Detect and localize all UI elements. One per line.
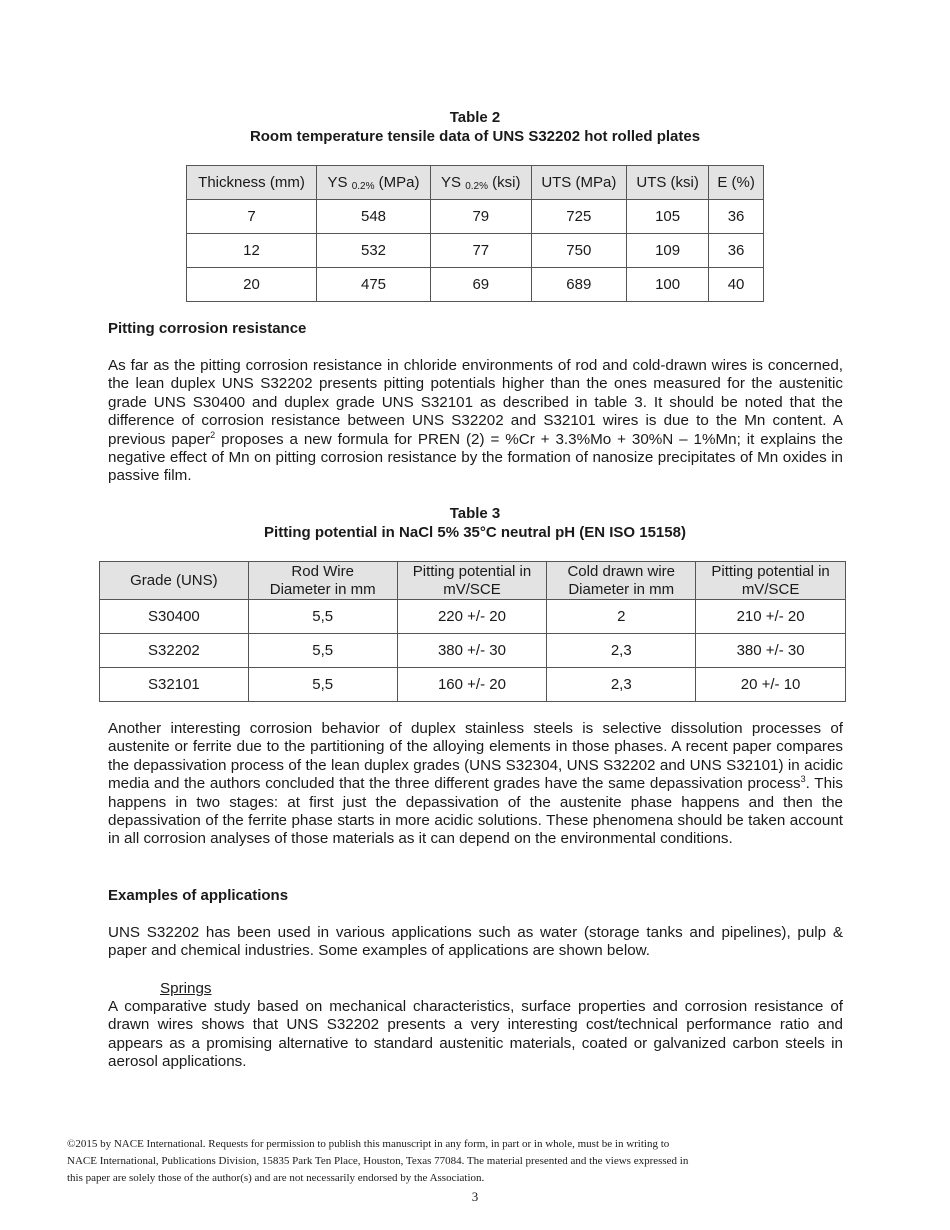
table-cell: 2,3 [547, 634, 696, 668]
table-cell: S30400 [100, 600, 249, 634]
table2-title: Table 2 [449, 109, 501, 126]
table-cell: 77 [431, 234, 531, 268]
table-cell: 105 [627, 200, 709, 234]
section-heading-pitting: Pitting corrosion resistance [108, 320, 307, 337]
footer-line: ©2015 by NACE International. Requests for permission to publish this manuscript in any form, in part or in whole, must be in writing to [67, 1138, 670, 1150]
table-cell: 160 +/- 20 [397, 668, 547, 702]
table-cell: S32202 [100, 634, 249, 668]
table-row [187, 268, 764, 302]
table-cell: 7 [187, 200, 317, 234]
table-cell: 532 [317, 234, 431, 268]
table-cell: 20 +/- 10 [696, 668, 846, 702]
table-cell: 725 [531, 200, 627, 234]
table-row [100, 634, 846, 668]
table-cell: 100 [627, 268, 709, 302]
subheading-springs: Springs [160, 980, 212, 997]
table-cell: 475 [317, 268, 431, 302]
table-cell: 40 [709, 268, 764, 302]
table3-subtitle: Pitting potential in NaCl 5% 35°C neutral pH (EN ISO 15158) [264, 524, 686, 541]
table2 [186, 165, 764, 302]
col-uts-ksi: UTS (ksi) [627, 166, 709, 200]
page-number: 3 [471, 1189, 479, 1204]
table-row [187, 234, 764, 268]
paragraph-applications: UNS S32202 has been used in various applications such as water (storage tanks and pipelines), pulp & paper and chemical industries. Some examples of applications are shown below. [108, 924, 843, 960]
table-row [100, 600, 846, 634]
table-cell: 12 [187, 234, 317, 268]
table-cell: 69 [431, 268, 531, 302]
paragraph-springs: A comparative study based on mechanical characteristics, surface properties and corrosion resistance of drawn wires shows that UNS S32202 presents a very interesting cost/technical performance ratio and appears as a promising alternative to standard austenitic materials, coated or galvanized carbon steels in aerosol applications. [108, 998, 843, 1071]
table-cell: 380 +/- 30 [397, 634, 547, 668]
table-cell: 5,5 [248, 668, 397, 702]
table-cell: 79 [431, 200, 531, 234]
table3-header-row [100, 562, 846, 600]
section-heading-applications: Examples of applications [108, 887, 289, 904]
col-uts-mpa: UTS (MPa) [531, 166, 627, 200]
col-cold-diameter: Cold drawn wire Diameter in mm [547, 562, 696, 600]
table-cell: 2,3 [547, 668, 696, 702]
reference-superscript: 2 [210, 429, 216, 440]
reference-superscript: 3 [800, 774, 806, 785]
table-cell: 750 [531, 234, 627, 268]
col-ys-mpa: YS $_{0.2\%}$ (MPa) [317, 166, 431, 200]
table-cell: 36 [709, 200, 764, 234]
table-cell: 109 [627, 234, 709, 268]
table2-header-row [187, 166, 764, 200]
table2-subtitle: Room temperature tensile data of UNS S32202 hot rolled plates [249, 128, 701, 145]
table3-title: Table 3 [449, 505, 501, 522]
footer-line: this paper are solely those of the author(s) and are not necessarily endorsed by the Association. [67, 1172, 485, 1184]
table-cell: 36 [709, 234, 764, 268]
col-grade: Grade (UNS) [100, 562, 249, 600]
table-row [187, 200, 764, 234]
table-row [100, 668, 846, 702]
paragraph-depassivation: Another interesting corrosion behavior of duplex stainless steels is selective dissolution processes of austenite or ferrite due to the partitioning of the alloying elements in those phases. A recent paper compares the depassivation process of the lean duplex grades (UNS S32304, UNS S32202 and UNS S32101) in acidic media and the authors concluded that the three different grades have the same depassivation process$^3$. This happens in two stages: at first just the depassivation of the austenite phase happens and then the depassivation of the ferrite phase starts in more acidic solutions. These phenomena should be taken account in all corrosion analyses of those materials as it can depend on the environmental conditions. [108, 720, 843, 848]
table-cell: 2 [547, 600, 696, 634]
table-cell: 20 [187, 268, 317, 302]
col-thickness: Thickness (mm) [187, 166, 317, 200]
col-rod-diameter: Rod Wire Diameter in mm [248, 562, 397, 600]
col-ys-ksi: YS $_{0.2\%}$ (ksi) [431, 166, 531, 200]
paragraph-pitting: As far as the pitting corrosion resistance in chloride environments of rod and cold-drawn wires is concerned, the lean duplex UNS S32202 presents pitting potentials higher than the ones measured for the austenitic grade UNS S30400 and duplex grade UNS S32101 as described in table 3. It should be noted that the difference of corrosion resistance between UNS S32202 and S32101 wires is due to the Mn content. A previous paper$^2$ proposes a new formula for PREN (2) = %Cr + 3.3%Mo + 30%N – 1%Mn; it explains the negative effect of Mn on pitting corrosion resistance by the formation of nanosize precipitates of Mn oxides in passive film. [108, 357, 843, 485]
col-pitting-cold: Pitting potential in mV/SCE [696, 562, 846, 600]
table-cell: 548 [317, 200, 431, 234]
table-cell: 5,5 [248, 600, 397, 634]
col-elongation: E (%) [709, 166, 764, 200]
footer-line: NACE International, Publications Division, 15835 Park Ten Place, Houston, Texas 77084. The material presented and the views expressed in [67, 1155, 689, 1167]
copyright-footer [67, 1136, 787, 1187]
col-pitting-rod: Pitting potential in mV/SCE [397, 562, 547, 600]
table-cell: 689 [531, 268, 627, 302]
table-cell: 210 +/- 20 [696, 600, 846, 634]
table3 [99, 561, 846, 702]
table-cell: 380 +/- 30 [696, 634, 846, 668]
table-cell: 220 +/- 20 [397, 600, 547, 634]
table-cell: 5,5 [248, 634, 397, 668]
table-cell: S32101 [100, 668, 249, 702]
